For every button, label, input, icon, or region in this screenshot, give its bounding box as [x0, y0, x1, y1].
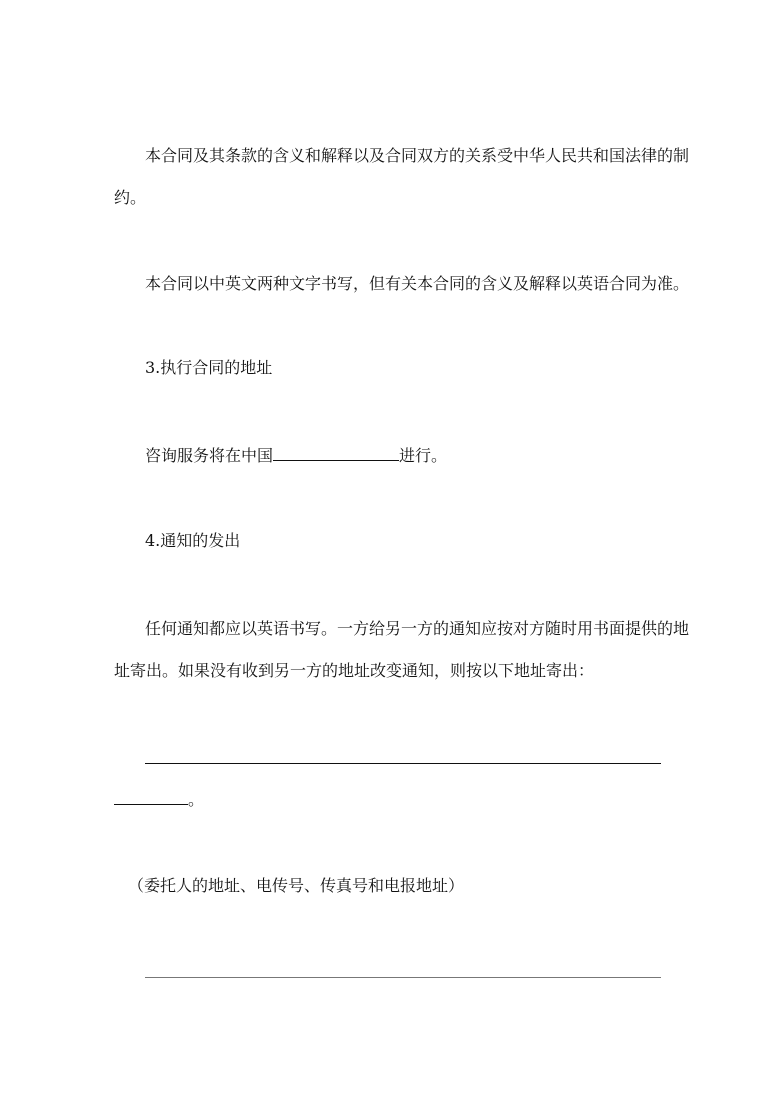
address-blank-line-short [114, 790, 188, 805]
heading-execution-address: 3.执行合同的地址 [145, 358, 273, 377]
heading-notices: 4.通知的发出 [145, 531, 241, 550]
paragraph-3-text-after: 进行。 [399, 446, 448, 465]
paragraph-2: 本合同以中英文两种文字书写，但有关本合同的含义及解释以英语合同为准。 [145, 274, 690, 293]
paragraph-4-line-2: 址寄出。如果没有收到另一方的地址改变通知，则按以下地址寄出： [114, 661, 595, 680]
paragraph-3 [145, 446, 447, 466]
paragraph-1-line-1: 本合同及其条款的含义和解释以及合同双方的关系受中华人民共和国法律的制 [145, 146, 690, 165]
address-end-period: 。 [188, 790, 205, 809]
location-blank [273, 446, 399, 461]
client-address-blank-line [145, 977, 661, 978]
paragraph-1-line-2: 约。 [114, 188, 147, 207]
address-blank-line-long [145, 763, 661, 764]
paragraph-3-text-before: 咨询服务将在中国 [145, 446, 274, 465]
address-blank-line-short-row [114, 790, 204, 810]
paragraph-4-line-1: 任何通知都应以英语书写。一方给另一方的通知应按对方随时用书面提供的地 [145, 619, 690, 638]
client-address-note: （委托人的地址、电传号、传真号和电报地址） [128, 876, 465, 895]
